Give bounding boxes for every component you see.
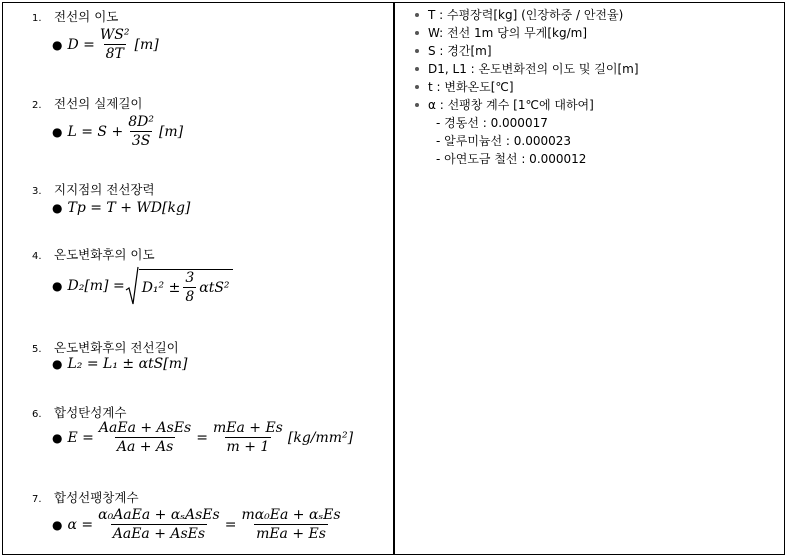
- bullet-icon: [415, 85, 419, 89]
- radical-sign-icon: [125, 266, 139, 306]
- legend-item: [412, 78, 777, 96]
- legend-text: W: 전선 1m 당의 무게[kg/m]: [428, 26, 588, 40]
- formula-unit: [kg/mm²]: [287, 429, 354, 446]
- formula-unit: [m]: [158, 123, 184, 140]
- legend-text: t : 변화온도[℃]: [428, 80, 514, 94]
- section-title: 온도변화후의 이도: [54, 247, 155, 262]
- legend-text: α : 선팽창 계수 [1℃에 대하여]: [428, 98, 594, 112]
- section-title: 전선의 이도: [54, 9, 119, 24]
- formula-sag-after-temp: [52, 266, 233, 306]
- square-root: [125, 266, 233, 306]
- legend-item: [412, 42, 777, 60]
- denominator: Aa + As: [116, 439, 174, 455]
- denominator: 8: [185, 289, 195, 305]
- section-number: 7.: [32, 494, 42, 505]
- section-actual-length: [32, 94, 143, 112]
- section-expansion-coefficient: [32, 488, 139, 506]
- fraction: [96, 507, 222, 542]
- bullet-icon: [415, 49, 419, 53]
- section-number: 2.: [32, 100, 42, 111]
- fraction: [211, 420, 285, 455]
- fraction: [126, 114, 156, 149]
- numerator: mEa + Es: [212, 420, 283, 436]
- bullet: ●: [52, 517, 63, 532]
- section-title: 합성탄성계수: [54, 405, 127, 420]
- fraction: [97, 420, 193, 455]
- section-length-after-temp: [32, 338, 179, 356]
- formula-lhs: L = S +: [67, 123, 124, 140]
- formula-sag: [52, 27, 159, 62]
- numerator: 8D²: [128, 114, 154, 130]
- formula-lhs: α =: [67, 516, 94, 533]
- fraction: [239, 507, 342, 542]
- legend-subitem: - 아연도금 철선 : 0.000012: [436, 152, 587, 166]
- legend-text: T : 수평장력[kg] (인장하중 / 안전율): [428, 8, 624, 22]
- formula-unit: [m]: [134, 36, 159, 53]
- bullet-icon: [415, 103, 419, 107]
- numerator: AaEa + AsEs: [98, 420, 192, 436]
- section-number: 1.: [32, 13, 42, 24]
- fraction: [183, 270, 196, 305]
- numerator: mα₀Ea + αₛEs: [241, 507, 341, 523]
- formula-text: Tp = T + WD[kg]: [67, 200, 191, 216]
- section-title: 온도변화후의 전선길이: [54, 340, 179, 355]
- legend-text: D1, L1 : 온도변화전의 이도 및 길이[m]: [428, 62, 639, 76]
- section-number: 4.: [32, 251, 42, 262]
- column-divider: [393, 2, 395, 555]
- bullet-icon: [415, 13, 419, 17]
- denominator: m + 1: [226, 439, 270, 455]
- section-sag-after-temp: [32, 245, 155, 263]
- formula-support-tension: [52, 200, 190, 216]
- formula-expansion-coefficient: [52, 507, 346, 542]
- legend-subitem: - 경동선 : 0.000017: [436, 116, 548, 130]
- radicand: [139, 269, 233, 305]
- formula-text: L₂ = L₁ ± αtS[m]: [67, 356, 188, 372]
- fraction: [98, 27, 132, 62]
- legend-column: [412, 6, 777, 168]
- equals-sign: =: [196, 429, 208, 446]
- section-title: 지지점의 전선장력: [54, 182, 155, 197]
- bullet: ●: [52, 124, 63, 139]
- formula-actual-length: [52, 114, 183, 149]
- bullet: ●: [52, 430, 63, 445]
- section-number: 6.: [32, 409, 42, 420]
- bullet-icon: [415, 31, 419, 35]
- denominator: 3S: [131, 133, 151, 149]
- section-title: 합성선팽창계수: [54, 490, 139, 505]
- section-title: 전선의 실제길이: [54, 96, 143, 111]
- bullet-icon: [415, 67, 419, 71]
- bullet: ●: [52, 37, 63, 52]
- bullet: ●: [52, 279, 63, 293]
- equals-sign: =: [224, 516, 237, 533]
- legend-item: [412, 96, 777, 114]
- formula-lhs: D =: [67, 36, 95, 53]
- legend-subitem: - 알루미늄선 : 0.000023: [436, 134, 572, 148]
- formula-length-after-temp: [52, 356, 187, 372]
- numerator: WS²: [99, 27, 130, 43]
- bullet: ●: [52, 201, 63, 215]
- denominator: mEa + Es: [256, 526, 326, 542]
- radicand-term: αtS²: [199, 279, 230, 296]
- legend-text: S : 경간[m]: [428, 44, 492, 58]
- numerator: α₀AaEa + αₛAsEs: [98, 507, 220, 523]
- formula-lhs: D₂[m] =: [67, 278, 125, 294]
- numerator: 3: [185, 270, 195, 286]
- denominator: 8T: [105, 46, 124, 62]
- formula-elastic-modulus: [52, 420, 353, 455]
- legend-item: [412, 24, 777, 42]
- formula-column: [0, 0, 393, 559]
- formula-lhs: E =: [67, 429, 94, 446]
- denominator: AaEa + AsEs: [112, 526, 206, 542]
- radicand-term: D₁² ±: [141, 279, 181, 296]
- section-sag: [32, 7, 118, 25]
- section-number: 3.: [32, 186, 42, 197]
- legend-item: [412, 6, 777, 24]
- section-elastic-modulus: [32, 403, 126, 421]
- section-support-tension: [32, 180, 155, 198]
- section-number: 5.: [32, 344, 42, 355]
- legend-item: [412, 60, 777, 78]
- bullet: ●: [52, 357, 63, 371]
